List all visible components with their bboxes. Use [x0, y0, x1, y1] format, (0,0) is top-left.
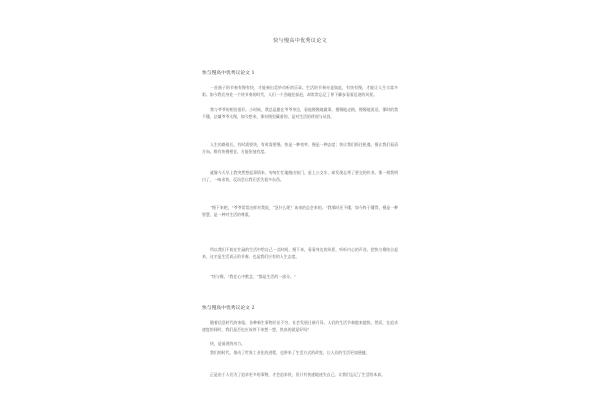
essay-2-heading-wrap	[202, 306, 398, 312]
essay-1-paragraph-3: 人生的路很长，有时需要快，有时需要慢。快是一种效率，慢是一种态度；快让我们抓住机遇，慢让我们看清方向。唯有快慢相宜，方能张弛有度。	[202, 142, 398, 154]
essay-2-paragraph-3: 我们的时代，推动了世界工业化的进程，也带来了生活方式的改变，让人们的生活更加便捷。	[210, 350, 370, 355]
essay-2-paragraph-4: 正是由于人们为了追求更多的事物，才会追求快，但只有快速地迷失自己，让我们忘记了生活的本真。	[210, 372, 386, 377]
essay-1-paragraph-7: “快与慢，”我在心中默念，“都是生活的一部分。”	[210, 274, 296, 279]
essay-1-heading-wrap	[202, 71, 398, 77]
essay-1-paragraph-5-wrap	[202, 205, 398, 245]
essay-1-paragraph-1: 一首曲子的节奏有慢有快，才能奏出美妙动听的乐章。生活的节奏亦是如此，有快有慢，才能让人生丰富多彩。如今我们身处一个快节奏的时代，人们一个劲地往前赶，却常常忘记了停下脚步看看沿途的风景。	[202, 85, 398, 97]
essay-1-paragraph-5: “慢下来吧，”爷爷常常这样对我说，“急什么呢？该来的总会来的。”我那时还不懂，如今终于懂得，慢是一种智慧，是一种对生活的尊重。	[202, 205, 398, 217]
essay-1-paragraph-7-wrap	[202, 274, 398, 281]
essay-1-heading: 快与慢高中优秀议论文 1	[202, 71, 255, 76]
essay-2-paragraph-2: 快，是前进的动力。	[210, 341, 246, 346]
essay-1-paragraph-2: 我与爷爷的相处很好。小时候，我总是跟在爷爷身边，看他慢慢地做事，慢慢地走路，慢慢地说话。那时的我不懂，总嫌爷爷太慢，如今想来，那份慢里藏着的，是对生活的珍视与从容。	[202, 107, 398, 119]
essay-2-paragraph-1: 随着信息时代的来临，各种新生事物层出不穷，社会发展日新月异，人们的生活节奏越来越快。然而，在追求速度的同时，我们是否也应该停下来想一想，快真的就是好吗？	[202, 320, 398, 332]
essay-1-paragraph-4-wrap	[202, 170, 398, 203]
essay-2-paragraph-2-wrap	[202, 341, 398, 348]
essay-2-paragraph-1-wrap	[202, 320, 398, 340]
essay-2-paragraph-3-wrap	[202, 350, 398, 370]
essay-1-paragraph-1-wrap	[202, 85, 398, 105]
essay-1-paragraph-6-wrap	[202, 247, 398, 273]
essay-1-paragraph-3-wrap	[202, 142, 398, 168]
essay-1-paragraph-4: 就像今天早上我突然想起事情来，匆匆忙忙地跑出家门，赶上公交车，却发现忘带了要交的作业。那一刻我明白了，一味求快，反而会让我们丢失很多东西。	[202, 170, 398, 182]
essay-1-paragraph-2-wrap	[202, 107, 398, 140]
essay-1-paragraph-6: 所以我们不妨在忙碌的生活中给自己一点时间，慢下来，看看身边的风景，听听内心的声音。把快与慢结合起来，这才是生活真正的节奏，也是我们应有的人生态度。	[202, 247, 398, 259]
essay-2-paragraph-4-wrap	[202, 372, 398, 386]
document-title: 快与慢高中优秀议论文	[273, 38, 327, 44]
essay-2-heading: 快与慢高中优秀议论文 2	[202, 306, 255, 311]
